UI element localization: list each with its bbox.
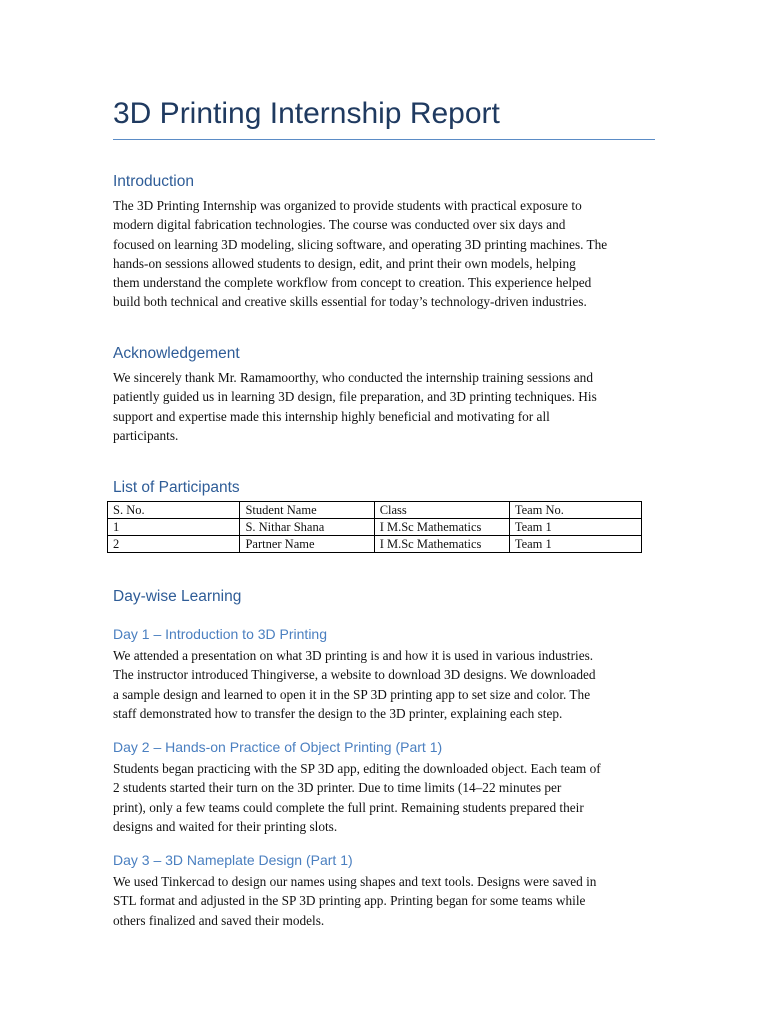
participants-table — [107, 501, 642, 553]
table-cell: 1 — [108, 519, 240, 536]
table-row — [108, 519, 642, 536]
acknowledgement-line: We sincerely thank Mr. Ramamoorthy, who conducted the internship training sessions and — [113, 370, 593, 385]
acknowledgement-line: patiently guided us in learning 3D design, file preparation, and 3D printing techniques. His — [113, 389, 597, 405]
day2-line: print), only a few teams could complete the full print. Remaining students prepared their — [113, 799, 584, 815]
day3-line: STL format and adjusted in the SP 3D printing app. Printing began for some teams while — [113, 893, 586, 909]
day2-line: Students began practicing with the SP 3D app, editing the downloaded object. Each team of — [113, 761, 601, 776]
table-cell: I M.Sc Mathematics — [374, 519, 509, 536]
introduction-line: The 3D Printing Internship was organized to provide students with practical exposure to — [113, 198, 582, 213]
acknowledgement-heading: Acknowledgement — [113, 345, 240, 362]
document-title: 3D Printing Internship Report — [113, 97, 500, 130]
day2-paragraph — [113, 759, 658, 836]
day1-line: a sample design and learned to open it in the SP 3D printing app to set size and color. The — [113, 686, 591, 702]
introduction-line: them understand the complete workflow from concept to creation. This experience helped — [113, 275, 592, 291]
day3-heading: Day 3 – 3D Nameplate Design (Part 1) — [113, 852, 353, 868]
acknowledgement-line: participants. — [113, 427, 179, 443]
table-cell: Team 1 — [509, 519, 641, 536]
day2-line: 2 students started their turn on the 3D printer. Due to time limits (14–22 minutes per — [113, 780, 562, 796]
table-cell: Partner Name — [240, 536, 374, 553]
day3-line: We used Tinkercad to design our names using shapes and text tools. Designs were saved in — [113, 874, 597, 889]
day1-paragraph — [113, 646, 658, 723]
introduction-line: modern digital fabrication technologies. The course was conducted over six days and — [113, 217, 566, 233]
introduction-line: build both technical and creative skills essential for today’s technology-driven industries. — [113, 294, 587, 310]
column-header: Class — [374, 502, 509, 519]
table-row — [108, 536, 642, 553]
day2-heading: Day 2 – Hands-on Practice of Object Printing (Part 1) — [113, 739, 443, 755]
day1-line: staff demonstrated how to transfer the design to the 3D printer, explaining each step. — [113, 705, 563, 721]
introduction-heading: Introduction — [113, 173, 194, 190]
day1-line: The instructor introduced Thingiverse, a website to download 3D designs. We downloaded — [113, 667, 596, 683]
day2-line: designs and waited for their printing slots. — [113, 818, 338, 834]
acknowledgement-line: support and expertise made this internship highly beneficial and motivating for all — [113, 408, 550, 424]
day3-line: others finalized and saved their models. — [113, 912, 325, 928]
participants-heading: List of Participants — [113, 479, 240, 496]
table-cell: 2 — [108, 536, 240, 553]
table-cell: S. Nithar Shana — [240, 519, 374, 536]
acknowledgement-paragraph — [113, 368, 658, 445]
daywise-heading: Day-wise Learning — [113, 588, 242, 605]
column-header: S. No. — [108, 502, 240, 519]
day1-heading: Day 1 – Introduction to 3D Printing — [113, 626, 328, 642]
introduction-line: hands-on sessions allowed students to design, edit, and print their own models, helping — [113, 255, 576, 271]
column-header: Team No. — [509, 502, 641, 519]
table-cell: Team 1 — [509, 536, 641, 553]
introduction-line: focused on learning 3D modeling, slicing software, and operating 3D printing machines. The — [113, 236, 608, 252]
table-cell: I M.Sc Mathematics — [374, 536, 509, 553]
introduction-paragraph — [113, 196, 658, 312]
table-header-row — [108, 502, 642, 519]
title-underline-rule — [113, 139, 655, 140]
column-header: Student Name — [240, 502, 374, 519]
day1-line: We attended a presentation on what 3D printing is and how it is used in various industries. — [113, 648, 594, 663]
day3-paragraph — [113, 872, 658, 930]
